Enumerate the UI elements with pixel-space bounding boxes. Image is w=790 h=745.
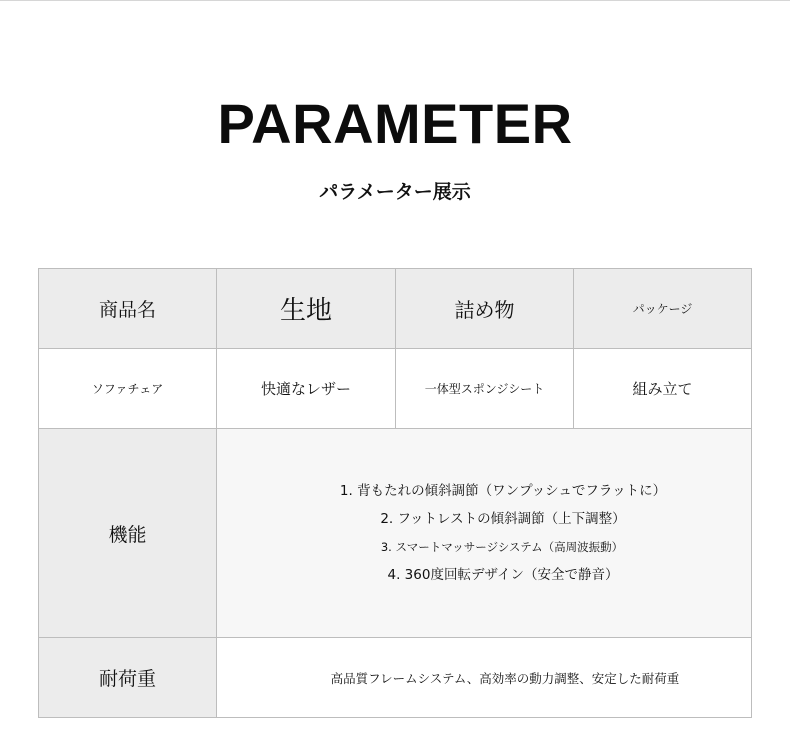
- material-label: 生地: [217, 269, 396, 349]
- parameter-table: [38, 268, 752, 718]
- load-capacity-label: 耐荷重: [39, 638, 217, 718]
- material-value: 快適なレザー: [217, 349, 396, 429]
- package-value: 組み立て: [574, 349, 752, 429]
- product-name-label: 商品名: [39, 269, 217, 349]
- feature-item: 1. 背もたれの傾斜調節（ワンプッシュでフラットに）: [339, 483, 667, 499]
- feature-item: 4. 360度回転デザイン（安全で静音）: [387, 567, 619, 583]
- feature-item: 3. スマートマッサージシステム（高周波振動）: [380, 540, 624, 554]
- features-list: [217, 429, 752, 638]
- table-row-load: [39, 638, 752, 718]
- filling-value: 一体型スポンジシート: [396, 349, 574, 429]
- top-divider: [0, 0, 790, 1]
- table-row-header: [39, 269, 752, 349]
- load-capacity-value: 高品質フレームシステム、高効率の動力調整、安定した耐荷重: [217, 638, 752, 718]
- table-row-features: [39, 429, 752, 638]
- page-title: PARAMETER: [217, 92, 573, 155]
- page-subtitle: パラメーター展示: [319, 181, 471, 203]
- filling-label: 詰め物: [396, 269, 574, 349]
- table-row-values: [39, 349, 752, 429]
- product-name-value: ソファチェア: [39, 349, 217, 429]
- features-label: 機能: [39, 429, 217, 638]
- package-label: パッケージ: [574, 269, 752, 349]
- feature-item: 2. フットレストの傾斜調節（上下調整）: [380, 511, 626, 527]
